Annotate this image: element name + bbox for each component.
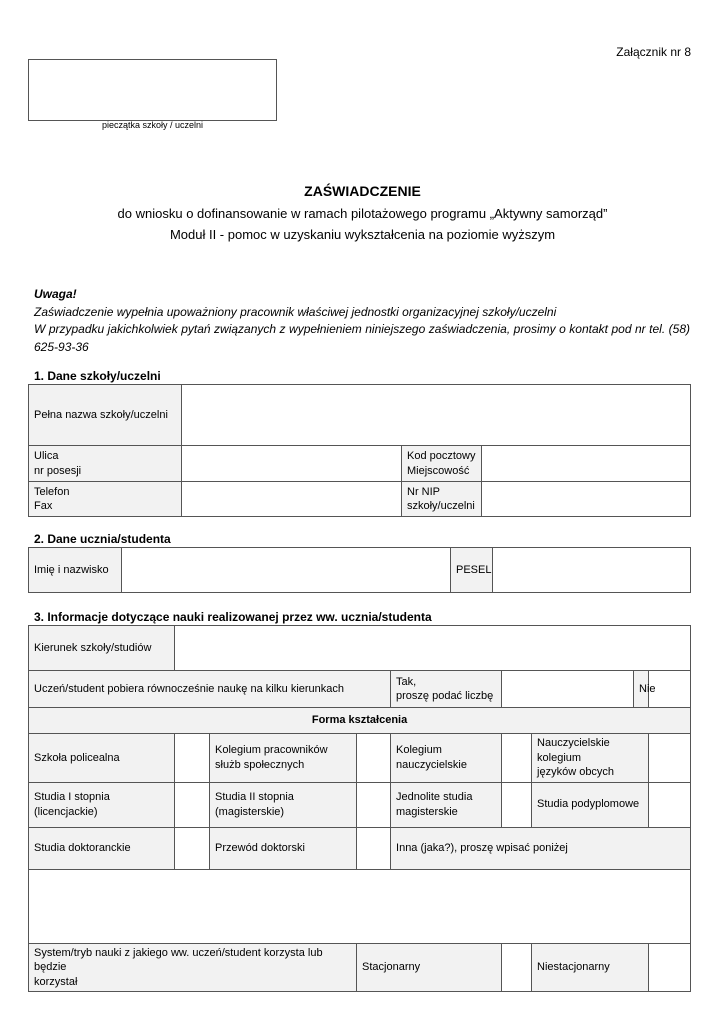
section-2-title: 2. Dane ucznia/studenta xyxy=(34,532,171,546)
annex-number: Załącznik nr 8 xyxy=(616,45,691,59)
form-doctoral-proceedings: Przewód doktorski xyxy=(210,827,357,869)
student-data-table xyxy=(28,547,691,593)
school-stamp-box xyxy=(28,59,277,121)
label-postal-code: Kod pocztowy Miejscowość xyxy=(402,446,482,482)
label-study-mode: System/tryb nauki z jakiego ww. uczeń/student korzysta lub będzie korzystał xyxy=(29,943,357,992)
checkbox-college-teachers[interactable] xyxy=(502,734,532,783)
stamp-caption: pieczątka szkoły / uczelni xyxy=(101,120,204,130)
form-postgraduate: Studia podyplomowe xyxy=(532,782,649,827)
input-full-name[interactable] xyxy=(182,385,691,446)
checkbox-postgraduate[interactable] xyxy=(649,782,691,827)
option-no: Nie xyxy=(634,671,649,708)
form-post-secondary: Szkoła policealna xyxy=(29,734,175,783)
form-other: Inna (jaka?), proszę wpisać poniżej xyxy=(391,827,691,869)
school-data-table xyxy=(28,384,691,517)
document-subtitle: do wniosku o dofinansowanie w ramach pilotażowego programu „Aktywny samorząd” xyxy=(117,206,608,221)
checkbox-first-degree[interactable] xyxy=(175,782,210,827)
form-second-degree: Studia II stopnia (magisterskie) xyxy=(210,782,357,827)
form-doctoral: Studia doktoranckie xyxy=(29,827,175,869)
checkbox-uniform-masters[interactable] xyxy=(502,782,532,827)
checkbox-doctoral[interactable] xyxy=(175,827,210,869)
section-3-title: 3. Informacje dotyczące nauki realizowanej przez ww. ucznia/studenta xyxy=(34,610,432,624)
checkbox-stationary[interactable] xyxy=(502,943,532,992)
notice-line-1: Zaświadczenie wypełnia upoważniony pracownik właściwej jednostki organizacyjnej szkoły/uczelni xyxy=(34,304,557,319)
study-info-table xyxy=(28,625,691,992)
label-name: Imię i nazwisko xyxy=(29,548,122,593)
label-nip: Nr NIP szkoły/uczelni xyxy=(402,482,482,517)
input-pesel[interactable] xyxy=(493,548,691,593)
checkbox-post-secondary[interactable] xyxy=(175,734,210,783)
option-yes: Tak, proszę podać liczbę xyxy=(391,671,502,708)
section-1-title: 1. Dane szkoły/uczelni xyxy=(34,369,161,383)
input-postal-code[interactable] xyxy=(482,446,691,482)
option-non-stationary: Niestacjonarny xyxy=(532,943,649,992)
input-name[interactable] xyxy=(122,548,451,593)
checkbox-non-stationary[interactable] xyxy=(649,943,691,992)
notice-heading: Uwaga! xyxy=(34,287,77,301)
label-multiple-courses: Uczeń/student pobiera równocześnie naukę na kilku kierunkach xyxy=(29,671,391,708)
document-module: Moduł II - pomoc w uzyskaniu wykształcenia na poziomie wyższym xyxy=(169,227,556,242)
form-college-teachers: Kolegium nauczycielskie xyxy=(391,734,502,783)
notice xyxy=(34,286,690,356)
label-pesel: PESEL xyxy=(451,548,493,593)
label-street: Ulica nr posesji xyxy=(29,446,182,482)
checkbox-second-degree[interactable] xyxy=(357,782,391,827)
form-uniform-masters: Jednolite studia magisterskie xyxy=(391,782,502,827)
label-phone: Telefon Fax xyxy=(29,482,182,517)
input-other-form[interactable] xyxy=(29,869,691,943)
input-course-count[interactable] xyxy=(502,671,634,708)
checkbox-college-languages[interactable] xyxy=(649,734,691,783)
option-stationary: Stacjonarny xyxy=(357,943,502,992)
input-nip[interactable] xyxy=(482,482,691,517)
checkbox-doctoral-proceedings[interactable] xyxy=(357,827,391,869)
form-first-degree: Studia I stopnia (licencjackie) xyxy=(29,782,175,827)
input-direction[interactable] xyxy=(175,626,691,671)
notice-line-2: W przypadku jakichkolwiek pytań związanych z wypełnieniem niniejszego zaświadczenia, prosimy o kontakt pod nr tel. (58) 625-93-36 xyxy=(34,322,690,354)
checkbox-college-social[interactable] xyxy=(357,734,391,783)
input-street[interactable] xyxy=(182,446,402,482)
form-college-languages: Nauczycielskie kolegium języków obcych xyxy=(532,734,649,783)
forms-header: Forma kształcenia xyxy=(29,708,691,734)
form-college-social: Kolegium pracowników służb społecznych xyxy=(210,734,357,783)
label-full-name: Pełna nazwa szkoły/uczelni xyxy=(29,385,182,446)
document-title: ZAŚWIADCZENIE xyxy=(304,183,421,199)
label-direction: Kierunek szkoły/studiów xyxy=(29,626,175,671)
input-phone[interactable] xyxy=(182,482,402,517)
